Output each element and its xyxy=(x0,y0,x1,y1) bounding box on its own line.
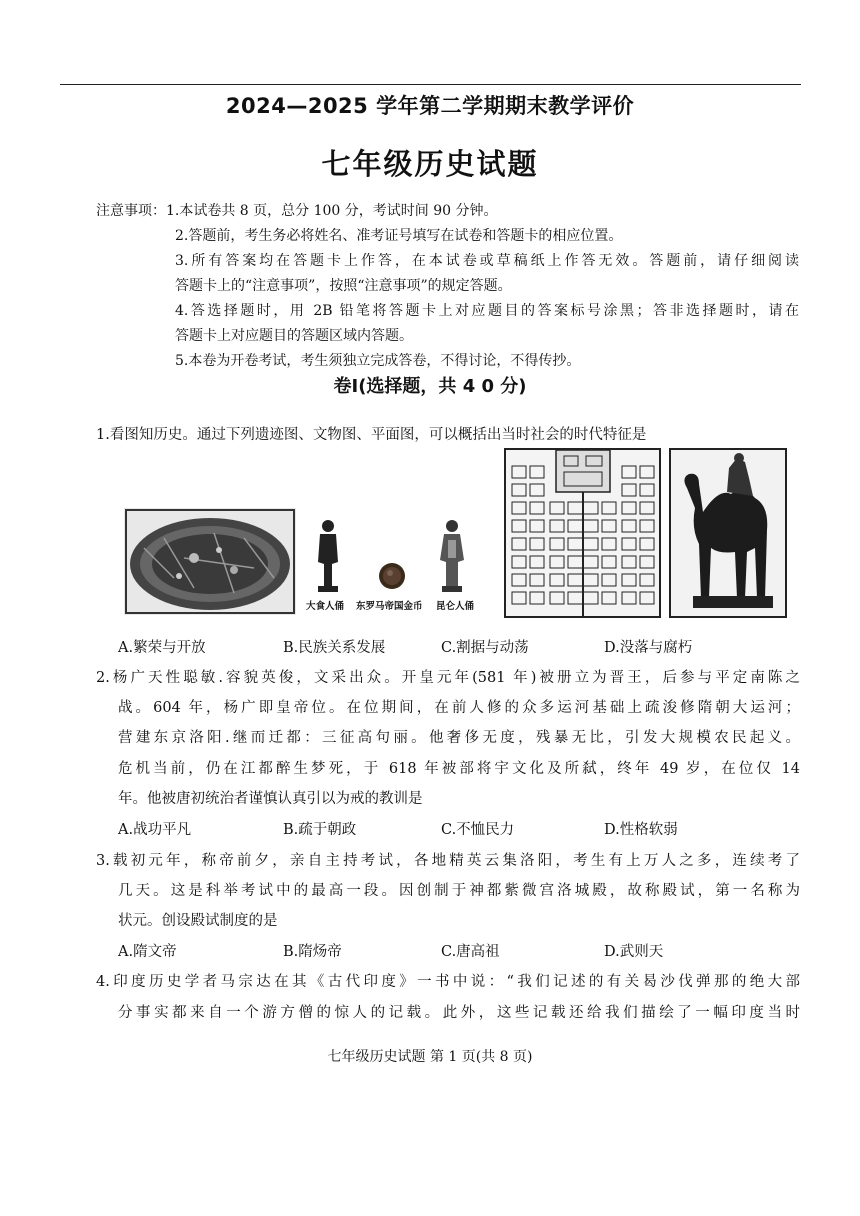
question-2-stem: 危机当前，仍在江都醉生梦死，于 618 年被部将宇文化及所弑，终年 49 岁，在位仅 14 xyxy=(118,761,800,777)
byzantine-coin xyxy=(379,563,405,589)
question-2-stem: 营建东京洛阳.继而迁都：三征高句丽。他奢侈无度，残暴无比，引发大规模农民起义。 xyxy=(118,730,800,746)
option-b[interactable]: B.民族关系发展 xyxy=(283,640,386,656)
option-a[interactable]: A.战功平凡 xyxy=(118,822,192,838)
option-b[interactable]: B.疏于朝政 xyxy=(283,822,357,838)
note-line: 答题卡上对应题目的答题区域内答题。 xyxy=(175,328,413,344)
excavation-site-image xyxy=(124,508,296,615)
option-c[interactable]: C.割据与动荡 xyxy=(441,640,529,656)
page-footer: 七年级历史试题 第 1 页(共 8 页) xyxy=(327,1049,533,1065)
artifacts-image xyxy=(304,518,484,596)
camel-figurine-image xyxy=(669,448,787,618)
question-1-stem: 1.看图知历史。通过下列遗迹图、文物图、平面图，可以概括出当时社会的时代特征是 xyxy=(96,427,647,443)
section-title: 卷Ⅰ(选择题，共 4 0 分) xyxy=(333,376,527,397)
note-line: 5.本卷为开卷考试，考生须独立完成答卷，不得讨论，不得传抄。 xyxy=(175,353,581,369)
dashi-figurine xyxy=(318,520,338,592)
option-a[interactable]: A.繁荣与开放 xyxy=(118,640,206,656)
question-3-stem: 几天。这是科举考试中的最高一段。因创制于神都紫微宫洛城殿，故称殿试，第一名称为 xyxy=(118,883,800,899)
question-2-stem: 战。604 年，杨广即皇帝位。在位期间，在前人修的众多运河基础上疏浚修隋朝大运河； xyxy=(118,700,800,716)
question-3-stem: 状元。创设殿试制度的是 xyxy=(118,913,278,929)
question-4-stem: 分事实都来自一个游方僧的惊人的记载。此外，这些记载还给我们描绘了一幅印度当时 xyxy=(118,1005,800,1021)
option-c[interactable]: C.不恤民力 xyxy=(441,822,515,838)
note-line: 2.答题前，考生务必将姓名、准考证号填写在试卷和答题卡的相应位置。 xyxy=(175,228,623,244)
city-plan-image xyxy=(504,448,661,618)
note-line: 注意事项：1.本试卷共 8 页，总分 100 分，考试时间 90 分钟。 xyxy=(96,203,498,219)
exam-header: 2024—2025 学年第二学期期末教学评价 xyxy=(225,94,635,118)
option-d[interactable]: D.性格软弱 xyxy=(604,822,678,838)
kunlun-figurine xyxy=(440,520,464,592)
note-line: 答题卡上的“注意事项”，按照“注意事项”的规定答题。 xyxy=(175,278,512,294)
question-4-stem: 4.印度历史学者马宗达在其《古代印度》一书中说：“我们记述的有关曷沙伐弹那的绝大部 xyxy=(96,974,800,990)
question-2-stem: 2.杨广天性聪敏.容貌英俊，文采出众。开皇元年(581 年)被册立为晋王，后参与平定南陈之 xyxy=(96,670,800,686)
option-d[interactable]: D.武则天 xyxy=(604,944,664,960)
question-2-stem: 年。他被唐初统治者谨慎认真引以为戒的教训是 xyxy=(118,791,423,807)
option-b[interactable]: B.隋炀帝 xyxy=(283,944,342,960)
note-line: 3.所有答案均在答题卡上作答，在本试卷或草稿纸上作答无效。答题前，请仔细阅读 xyxy=(175,253,799,269)
caption-kunlun-figurine: 昆仑人俑 xyxy=(436,601,475,612)
exam-title: 七年级历史试题 xyxy=(321,147,539,181)
top-rule xyxy=(60,84,801,85)
caption-dashi-figurine: 大食人俑 xyxy=(306,601,345,612)
option-a[interactable]: A.隋文帝 xyxy=(118,944,177,960)
question-3-stem: 3.载初元年，称帝前夕，亲自主持考试，各地精英云集洛阳，考生有上万人之多，连续考了 xyxy=(96,853,800,869)
option-c[interactable]: C.唐高祖 xyxy=(441,944,500,960)
caption-coin: 东罗马帝国金币 xyxy=(356,601,423,612)
note-line: 4.答选择题时，用 2B 铅笔将答题卡上对应题目的答案标号涂黑；答非选择题时，请在 xyxy=(175,303,799,319)
option-d[interactable]: D.没落与腐朽 xyxy=(604,640,693,656)
